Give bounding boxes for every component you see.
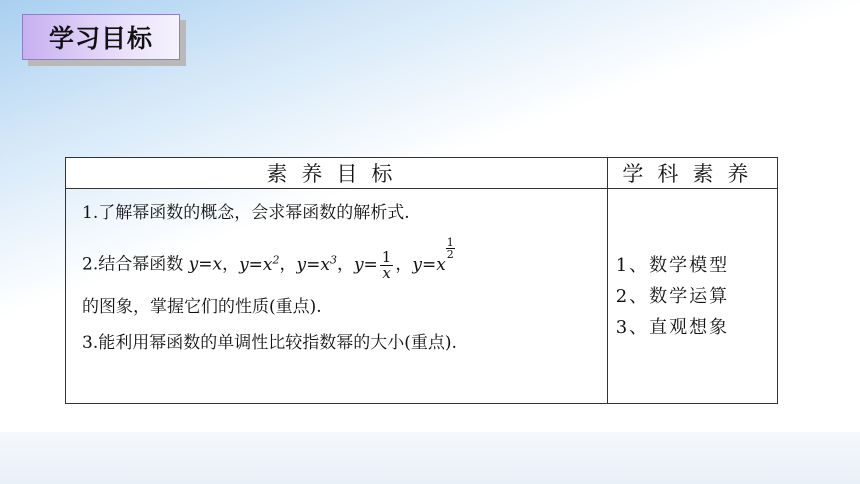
formula-x-cubed xyxy=(297,255,337,275)
fraction xyxy=(380,247,394,282)
formula-reciprocal xyxy=(353,247,395,282)
goal-line-4: 3.能利用幂函数的单调性比较指数幂的大小(重点). xyxy=(82,333,457,353)
table-row xyxy=(66,189,778,404)
exponent-denominator: 2 xyxy=(446,247,454,261)
goal-line-2 xyxy=(82,231,607,289)
table-header-row xyxy=(66,158,778,189)
header-literacy-goals: 素养目标 xyxy=(66,158,608,189)
goal-line-1: 1.了解幂函数的概念，会求幂函数的解析式. xyxy=(82,203,410,223)
goals-table xyxy=(65,157,778,404)
separator: ， xyxy=(279,254,297,275)
formula-x-squared xyxy=(239,255,279,275)
goal-line-2-prefix: 2.结合幂函数 xyxy=(82,254,189,275)
goals-cell xyxy=(66,189,608,404)
literacy-item: 2、数学运算 xyxy=(615,285,730,307)
exponent-fraction xyxy=(446,237,455,260)
bottom-band xyxy=(0,432,860,484)
separator: ， xyxy=(395,254,413,275)
formula-sqrt-power-base: y=x xyxy=(412,254,446,275)
formula-sqrt-power xyxy=(412,235,454,275)
formula-y-eq-x: y=x xyxy=(188,254,223,275)
exponent-numerator: 1 xyxy=(446,235,454,249)
separator: ， xyxy=(336,254,354,275)
formula-x-squared-base: y=x xyxy=(239,254,273,275)
fraction-numerator: 1 xyxy=(381,247,392,266)
literacy-cell xyxy=(607,189,777,404)
literacy-item: 3、直观想象 xyxy=(615,316,730,338)
formula-x-squared-exp: 2 xyxy=(272,253,280,266)
formula-x-cubed-base: y=x xyxy=(296,254,330,275)
goal-line-3: 的图象，掌握它们的性质(重点). xyxy=(82,297,322,317)
section-title xyxy=(22,14,186,66)
header-subject-literacy: 学科素养 xyxy=(607,158,777,189)
section-title-label: 学习目标 xyxy=(22,14,180,60)
separator: ， xyxy=(222,254,240,275)
literacy-item: 1、数学模型 xyxy=(615,254,730,276)
fraction-denominator: x xyxy=(382,263,391,282)
formula-x-cubed-exp: 3 xyxy=(329,253,337,266)
formula-reciprocal-lhs: y= xyxy=(353,254,378,275)
